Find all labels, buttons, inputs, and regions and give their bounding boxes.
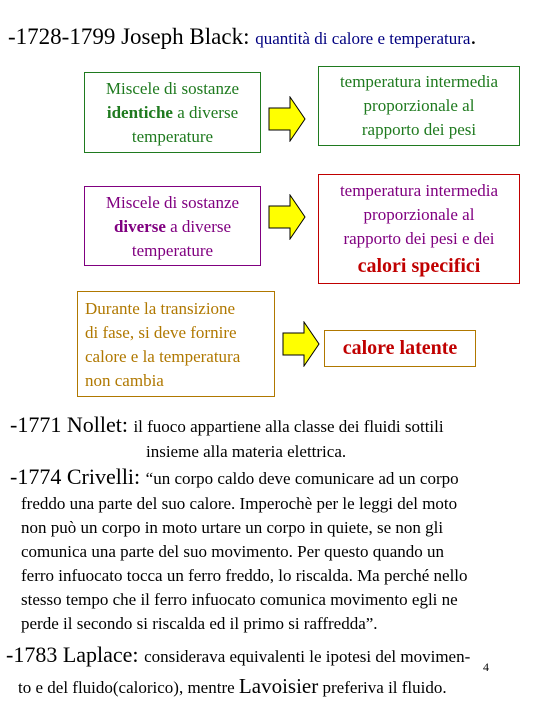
page-title bbox=[8, 24, 476, 50]
row2-right-line2: proporzionale al bbox=[363, 205, 475, 224]
row3-left-line2: di fase, si deve fornire bbox=[85, 323, 237, 342]
row3-left-box bbox=[77, 291, 275, 397]
row2-right-line1: temperatura intermedia bbox=[339, 181, 499, 200]
nollet-line2: insieme alla materia elettrica. bbox=[146, 442, 347, 461]
row1-left-post: a diverse bbox=[172, 103, 239, 122]
title-period: . bbox=[470, 24, 477, 49]
page-number: 4 bbox=[483, 660, 489, 674]
crivelli-line2: freddo una parte del suo calore. Imperochè per le leggi del moto bbox=[21, 494, 458, 513]
row2-left-post: a diverse bbox=[165, 217, 232, 236]
row1-right-box bbox=[318, 66, 520, 146]
laplace-line1 bbox=[6, 642, 470, 668]
row3-right-label: calore latente bbox=[342, 337, 458, 359]
row2-right-line3: rapporto dei pesi e dei bbox=[343, 229, 495, 248]
row3-left-line4: non cambia bbox=[85, 371, 164, 390]
row2-left-bold: diverse bbox=[113, 217, 166, 236]
nollet-text1: il fuoco appartiene alla classe dei fluidi sottili bbox=[133, 417, 444, 436]
crivelli-text1: “un corpo caldo deve comunicare ad un corpo bbox=[145, 469, 459, 488]
row2-left-line2 bbox=[85, 215, 260, 239]
laplace-text2a: to e del fluido(calorico), mentre bbox=[18, 678, 239, 697]
row1-left-line2 bbox=[85, 101, 260, 125]
row1-right-line1: temperatura intermedia bbox=[339, 72, 499, 91]
row2-left-box bbox=[84, 186, 261, 266]
crivelli-head: -1774 Crivelli: bbox=[10, 464, 146, 489]
crivelli-line3: non può un corpo in moto urtare un corpo in quiete, se non gli bbox=[21, 518, 444, 537]
row2-arrow-icon bbox=[268, 194, 306, 240]
row1-left-bold: identiche bbox=[106, 103, 173, 122]
row3-left-line3: calore e la temperatura bbox=[85, 347, 241, 366]
nollet-head: -1771 Nollet: bbox=[10, 412, 134, 437]
crivelli-line5: ferro infuocato tocca un ferro freddo, lo riscalda. Ma perché nello bbox=[21, 566, 468, 585]
row2-left-line3: temperature bbox=[131, 241, 214, 260]
row2-right-box bbox=[318, 174, 520, 284]
row3-arrow-icon bbox=[282, 321, 320, 367]
row1-left-line3: temperature bbox=[131, 127, 214, 146]
laplace-head: -1783 Laplace: bbox=[6, 642, 145, 667]
laplace-text2c: preferiva il fluido. bbox=[318, 678, 447, 697]
laplace-text1: considerava equivalenti le ipotesi del movimen- bbox=[144, 647, 471, 666]
nollet-line1 bbox=[10, 412, 444, 438]
laplace-line2 bbox=[18, 674, 447, 699]
laplace-lavoisier: Lavoisier bbox=[238, 674, 319, 698]
crivelli-line6: stesso tempo che il ferro infuocato comunica movimento egli ne bbox=[21, 590, 458, 609]
row1-left-line1: Miscele di sostanze bbox=[105, 79, 240, 98]
crivelli-line4: comunica una parte del suo movimento. Per questo quando un bbox=[21, 542, 445, 561]
title-prefix: -1728-1799 Joseph Black: bbox=[8, 24, 256, 49]
crivelli-line7: perde il secondo si riscalda ed il primo si raffredda”. bbox=[21, 614, 378, 633]
row1-right-line3: rapporto dei pesi bbox=[361, 120, 477, 139]
crivelli-line1 bbox=[10, 464, 459, 490]
row3-right-box bbox=[324, 330, 476, 367]
row1-left-box bbox=[84, 72, 261, 153]
row3-left-line1: Durante la transizione bbox=[85, 299, 236, 318]
row2-left-line1: Miscele di sostanze bbox=[105, 193, 240, 212]
row1-arrow-icon bbox=[268, 96, 306, 142]
row1-right-line2: proporzionale al bbox=[363, 96, 475, 115]
row2-right-line4: calori specifici bbox=[357, 255, 481, 277]
title-topic: quantità di calore e temperatura bbox=[255, 29, 471, 48]
